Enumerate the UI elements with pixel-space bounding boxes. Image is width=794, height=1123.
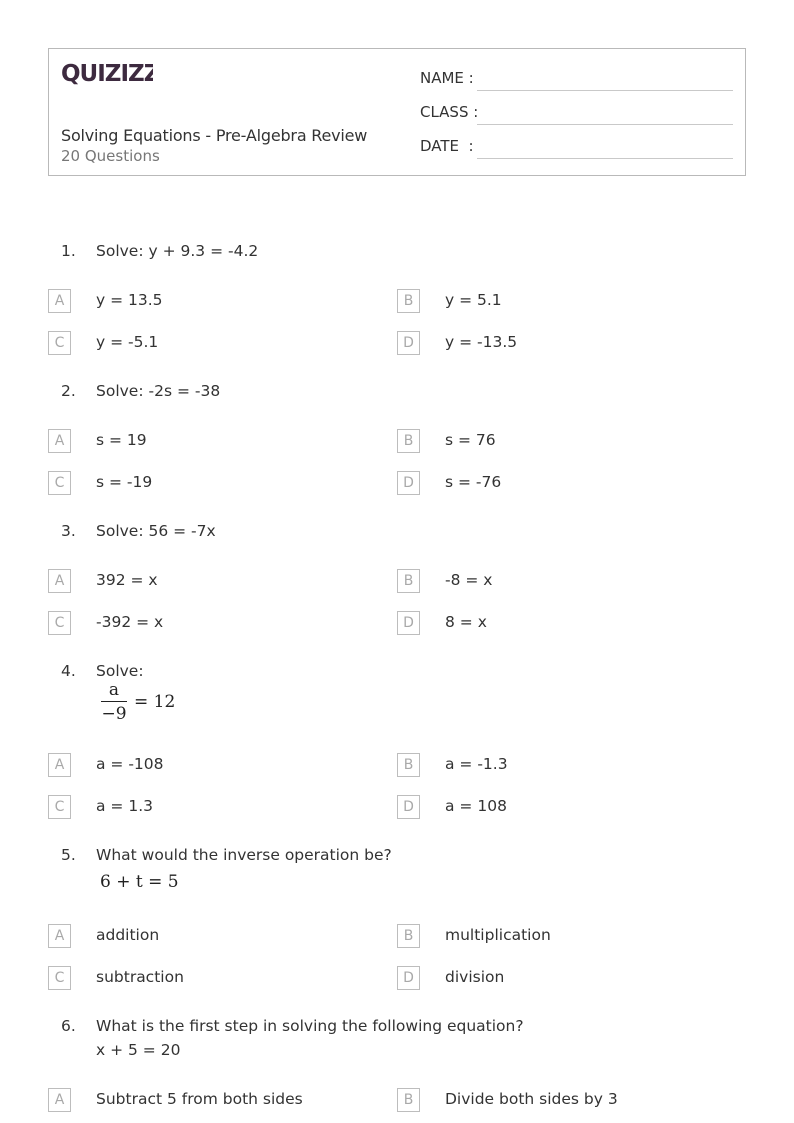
quizizz-logo (61, 57, 153, 91)
question-count: 20 Questions (61, 147, 160, 165)
option-c-text: -392 = x (96, 613, 164, 631)
option-c-box[interactable]: C (48, 471, 71, 495)
option-d-text: division (445, 968, 505, 986)
option-b-box[interactable]: B (397, 289, 420, 313)
option-b-box[interactable]: B (397, 924, 420, 948)
fraction-bar (101, 701, 127, 702)
option-b-text: multiplication (445, 926, 551, 944)
question-number: 4. (61, 662, 76, 680)
option-a-text: 392 = x (96, 571, 158, 589)
question-number: 5. (61, 846, 76, 864)
class-label: CLASS : (420, 103, 479, 121)
option-b-text: -8 = x (445, 571, 493, 589)
option-c-box[interactable]: C (48, 331, 71, 355)
option-b-box[interactable]: B (397, 569, 420, 593)
option-a-text: y = 13.5 (96, 291, 163, 309)
question-number: 1. (61, 242, 76, 260)
option-c-text: y = -5.1 (96, 333, 159, 351)
option-a-text: Subtract 5 from both sides (96, 1090, 303, 1108)
option-b-text: s = 76 (445, 431, 496, 449)
question-text: What is the first step in solving the following equation? (96, 1017, 524, 1035)
fraction-numerator: a (108, 680, 120, 700)
option-d-text: a = 108 (445, 797, 507, 815)
worksheet-header (48, 48, 746, 176)
question-text: Solve: (96, 662, 144, 680)
option-d-box[interactable]: D (397, 795, 420, 819)
option-a-box[interactable]: A (48, 753, 71, 777)
option-a-box[interactable]: A (48, 924, 71, 948)
option-a-box[interactable]: A (48, 1088, 71, 1112)
option-c-box[interactable]: C (48, 795, 71, 819)
option-a-box[interactable]: A (48, 569, 71, 593)
math-expression: 6 + t = 5 (100, 872, 179, 892)
option-b-text: a = -1.3 (445, 755, 508, 773)
option-c-box[interactable]: C (48, 611, 71, 635)
option-b-box[interactable]: B (397, 753, 420, 777)
option-a-text: addition (96, 926, 160, 944)
option-d-box[interactable]: D (397, 611, 420, 635)
fraction-rhs: = 12 (134, 692, 176, 712)
question-text: Solve: 56 = -7x (96, 522, 216, 540)
question-text: Solve: y + 9.3 = -4.2 (96, 242, 259, 260)
option-d-box[interactable]: D (397, 471, 420, 495)
fraction-denominator: −9 (101, 704, 127, 724)
option-b-box[interactable]: B (397, 1088, 420, 1112)
name-line[interactable] (477, 90, 733, 91)
option-d-text: y = -13.5 (445, 333, 518, 351)
option-d-box[interactable]: D (397, 966, 420, 990)
worksheet-title: Solving Equations - Pre-Algebra Review (61, 126, 368, 145)
class-line[interactable] (477, 124, 733, 125)
option-c-text: s = -19 (96, 473, 153, 491)
option-a-text: a = -108 (96, 755, 164, 773)
question-text: Solve: -2s = -38 (96, 382, 221, 400)
question-number: 3. (61, 522, 76, 540)
option-d-text: 8 = x (445, 613, 487, 631)
svg-text:QUIZIZZ: QUIZIZZ (61, 61, 153, 87)
option-c-text: subtraction (96, 968, 184, 986)
option-c-text: a = 1.3 (96, 797, 153, 815)
question-number: 6. (61, 1017, 76, 1035)
question-number: 2. (61, 382, 76, 400)
option-b-text: y = 5.1 (445, 291, 502, 309)
option-c-box[interactable]: C (48, 966, 71, 990)
name-label: NAME : (420, 69, 474, 87)
option-a-text: s = 19 (96, 431, 147, 449)
option-d-box[interactable]: D (397, 331, 420, 355)
date-label: DATE : (420, 137, 474, 155)
question-text: What would the inverse operation be? (96, 846, 392, 864)
fraction-expression (101, 680, 127, 724)
option-a-box[interactable]: A (48, 289, 71, 313)
option-b-text: Divide both sides by 3 (445, 1090, 618, 1108)
option-a-box[interactable]: A (48, 429, 71, 453)
option-d-text: s = -76 (445, 473, 502, 491)
option-b-box[interactable]: B (397, 429, 420, 453)
date-line[interactable] (477, 158, 733, 159)
question-subtext: x + 5 = 20 (96, 1041, 181, 1059)
